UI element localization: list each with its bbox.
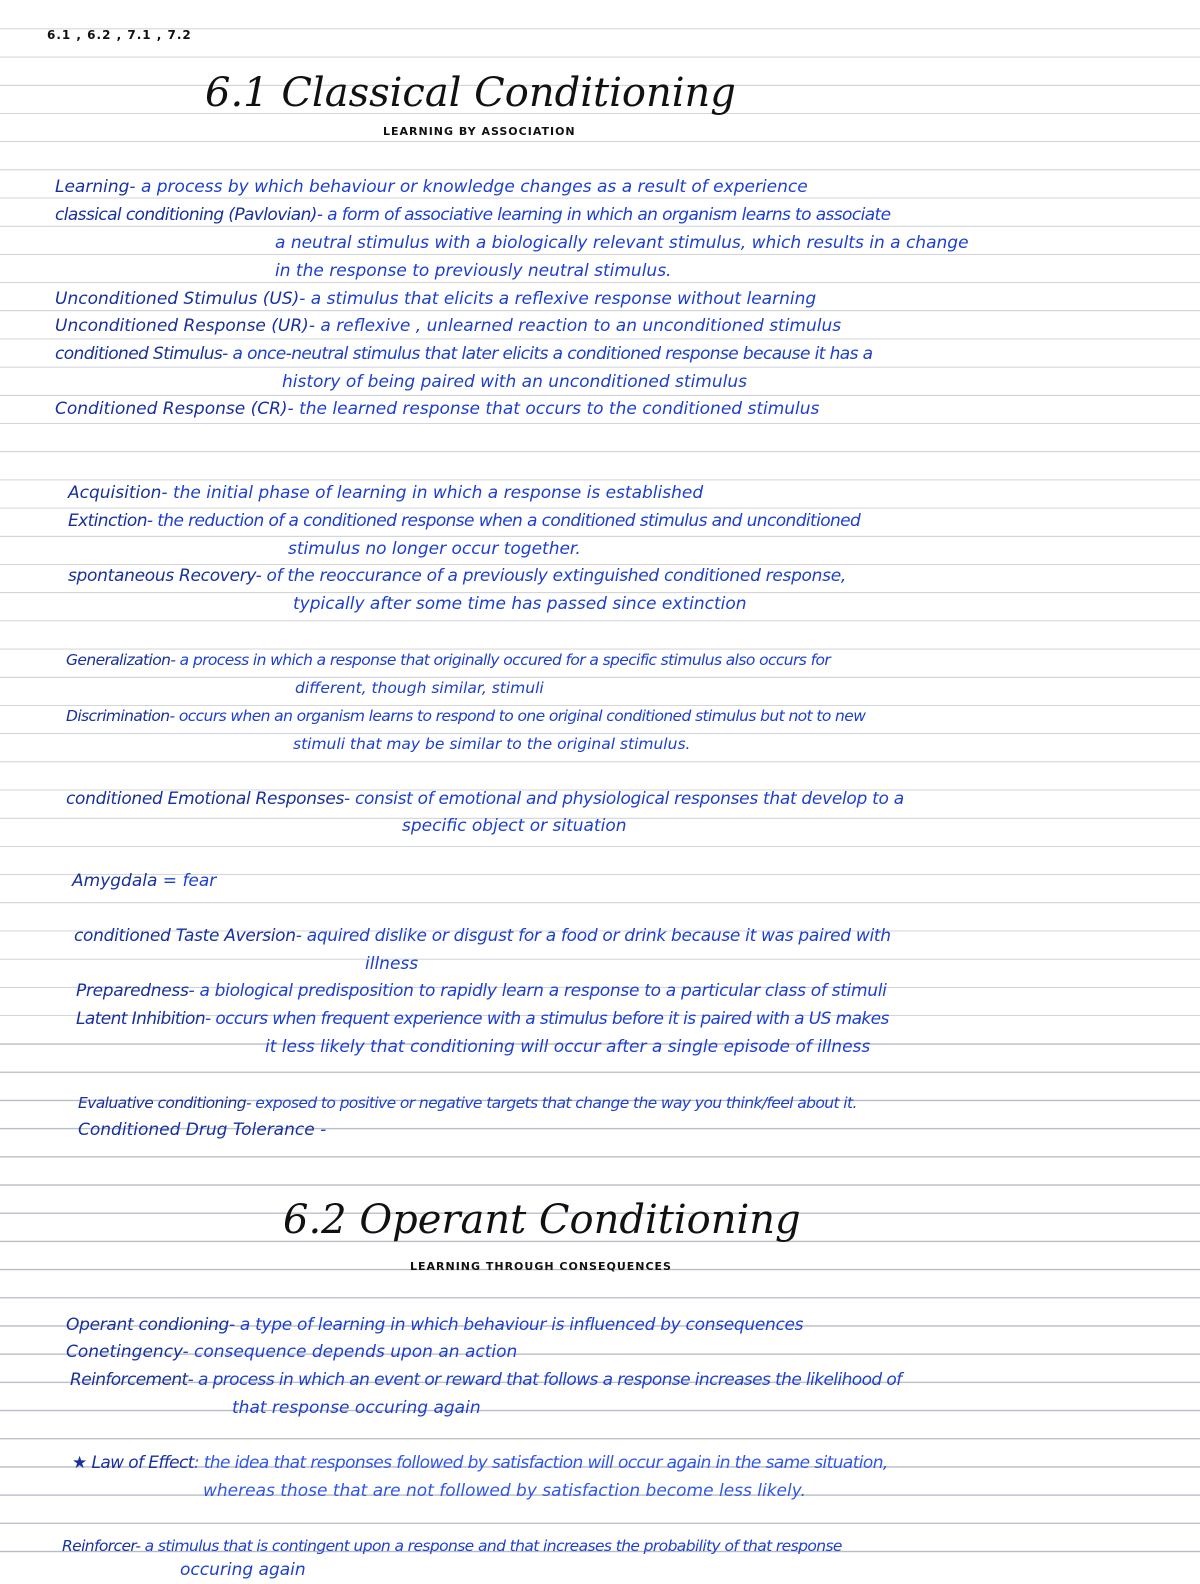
- term-conditioned-taste-aversion: conditioned Taste Aversion: [74, 926, 296, 946]
- section-subtitle-classical: LEARNING BY ASSOCIATION: [383, 125, 576, 138]
- term-spontaneous-recovery: spontaneous Recovery: [68, 566, 256, 586]
- def-spontaneous-recovery: - of the reoccurance of a previously extinguished conditioned response,: [255, 566, 846, 586]
- note-discrimination: [66, 702, 865, 730]
- note-spontaneous-recovery: [68, 562, 846, 590]
- term-reinforcer: Reinforcer: [62, 1537, 136, 1555]
- term-extinction: Extinction: [68, 511, 147, 531]
- def-unconditioned-response: - a reflexive , unlearned reaction to an unconditioned stimulus: [308, 316, 842, 336]
- note-conditioned-emotional-responses: [66, 785, 904, 813]
- note-latent-inhibition: [76, 1005, 889, 1033]
- note-conditioned-taste-aversion: [74, 922, 891, 950]
- def-unconditioned-stimulus: - a stimulus that elicits a reflexive response without learning: [299, 289, 817, 309]
- def-conditioned-response: - the learned response that occurs to the conditioned stimulus: [287, 399, 820, 419]
- def-law-of-effect: : the idea that responses followed by satisfaction will occur again in the same situation,: [193, 1453, 888, 1473]
- def-discrimination-cont-1: stimuli that may be similar to the original stimulus.: [293, 735, 691, 753]
- def-reinforcer: - a stimulus that is contingent upon a response and that increases the probability of that response: [135, 1537, 842, 1555]
- def-law-of-effect-cont-1: whereas those that are not followed by satisfaction become less likely.: [203, 1481, 806, 1501]
- def-reinforcement-cont-1: that response occuring again: [232, 1398, 481, 1418]
- note-law-of-effect: [72, 1449, 888, 1477]
- note-preparedness: [76, 977, 887, 1005]
- term-generalization: Generalization: [66, 651, 171, 669]
- note-contingency: [66, 1338, 517, 1366]
- term-amygdala: Amygdala: [72, 871, 158, 891]
- note-conditioned-stimulus: [55, 340, 872, 368]
- def-conditioned-drug-tolerance: -: [314, 1120, 327, 1140]
- def-preparedness: - a biological predisposition to rapidly learn a response to a particular class of stimuli: [188, 981, 887, 1001]
- section-title-operant: 6.2 Operant Conditioning: [283, 1197, 801, 1243]
- def-classical-conditioning-cont-1: a neutral stimulus with a biologically relevant stimulus, which results in a change: [275, 233, 969, 253]
- note-acquisition: [68, 479, 703, 507]
- def-conditioned-emotional-responses-cont-1: specific object or situation: [402, 816, 627, 836]
- term-contingency: Conetingency: [66, 1342, 183, 1362]
- def-classical-conditioning-cont-2: in the response to previously neutral stimulus.: [275, 261, 672, 281]
- term-evaluative-conditioning: Evaluative conditioning: [78, 1094, 246, 1112]
- def-generalization-cont-1: different, though similar, stimuli: [295, 679, 544, 697]
- def-extinction-cont-1: stimulus no longer occur together.: [288, 539, 581, 559]
- term-conditioned-emotional-responses: conditioned Emotional Responses: [66, 789, 345, 809]
- note-extinction: [68, 507, 860, 535]
- def-acquisition: - the initial phase of learning in which a response is established: [161, 483, 704, 503]
- note-evaluative-conditioning: [78, 1089, 857, 1117]
- term-unconditioned-response: Unconditioned Response (UR): [55, 316, 309, 336]
- term-conditioned-stimulus: conditioned Stimulus: [55, 344, 223, 364]
- def-conditioned-taste-aversion-cont-1: illness: [365, 954, 419, 974]
- def-reinforcement: - a process in which an event or reward that follows a response increases the likelihood of: [187, 1370, 902, 1390]
- section-subtitle-operant: LEARNING THROUGH CONSEQUENCES: [410, 1260, 672, 1273]
- term-unconditioned-stimulus: Unconditioned Stimulus (US): [55, 289, 300, 309]
- term-classical-conditioning: classical conditioning (Pavlovian): [55, 205, 317, 225]
- note-classical-conditioning: [55, 201, 890, 229]
- term-discrimination: Discrimination: [66, 707, 170, 725]
- page-reference: 6.1 , 6.2 , 7.1 , 7.2: [47, 28, 192, 42]
- term-preparedness: Preparedness: [76, 981, 189, 1001]
- def-conditioned-taste-aversion: - aquired dislike or disgust for a food or drink because it was paired with: [295, 926, 891, 946]
- note-amygdala: [72, 867, 216, 895]
- term-conditioned-response: Conditioned Response (CR): [55, 399, 288, 419]
- section-title-classical: 6.1 Classical Conditioning: [205, 70, 736, 116]
- term-reinforcement: Reinforcement: [70, 1370, 188, 1390]
- def-learning: - a process by which behaviour or knowledge changes as a result of experience: [129, 177, 808, 197]
- def-latent-inhibition-cont-1: it less likely that conditioning will occur after a single episode of illness: [265, 1037, 871, 1057]
- term-law-of-effect: ★ Law of Effect: [72, 1453, 194, 1473]
- def-generalization: - a process in which a response that originally occured for a specific stimulus also occurs for: [170, 651, 831, 669]
- note-reinforcer: [62, 1532, 842, 1560]
- term-learning: Learning: [55, 177, 130, 197]
- def-conditioned-stimulus: - a once-neutral stimulus that later elicits a conditioned response because it has a: [222, 344, 873, 364]
- note-conditioned-drug-tolerance: [78, 1116, 326, 1144]
- def-discrimination: - occurs when an organism learns to respond to one original conditioned stimulus but not to new: [169, 707, 866, 725]
- note-unconditioned-stimulus: [55, 285, 816, 313]
- def-amygdala: = fear: [157, 871, 217, 891]
- note-unconditioned-response: [55, 312, 841, 340]
- term-acquisition: Acquisition: [68, 483, 162, 503]
- def-spontaneous-recovery-cont-1: typically after some time has passed since extinction: [293, 594, 747, 614]
- term-operant-conditioning: Operant condioning: [66, 1315, 229, 1335]
- def-operant-conditioning: - a type of learning in which behaviour is influenced by consequences: [228, 1315, 804, 1335]
- def-latent-inhibition: - occurs when frequent experience with a stimulus before it is paired with a US makes: [205, 1009, 889, 1029]
- def-evaluative-conditioning: - exposed to positive or negative targets that change the way you think/feel about it.: [245, 1094, 857, 1112]
- def-classical-conditioning: - a form of associative learning in which an organism learns to associate: [316, 205, 891, 225]
- def-conditioned-stimulus-cont-1: history of being paired with an unconditioned stimulus: [282, 372, 747, 392]
- def-conditioned-emotional-responses: - consist of emotional and physiological responses that develop to a: [344, 789, 904, 809]
- note-reinforcement: [70, 1366, 902, 1394]
- def-reinforcer-cont-1: occuring again: [180, 1560, 306, 1580]
- term-latent-inhibition: Latent Inhibition: [76, 1009, 206, 1029]
- note-conditioned-response: [55, 395, 819, 423]
- note-operant-conditioning: [66, 1311, 803, 1339]
- def-contingency: - consequence depends upon an action: [182, 1342, 518, 1362]
- note-learning: [55, 173, 808, 201]
- def-extinction: - the reduction of a conditioned response when a conditioned stimulus and unconditioned: [146, 511, 861, 531]
- note-generalization: [66, 646, 830, 674]
- term-conditioned-drug-tolerance: Conditioned Drug Tolerance: [78, 1120, 315, 1140]
